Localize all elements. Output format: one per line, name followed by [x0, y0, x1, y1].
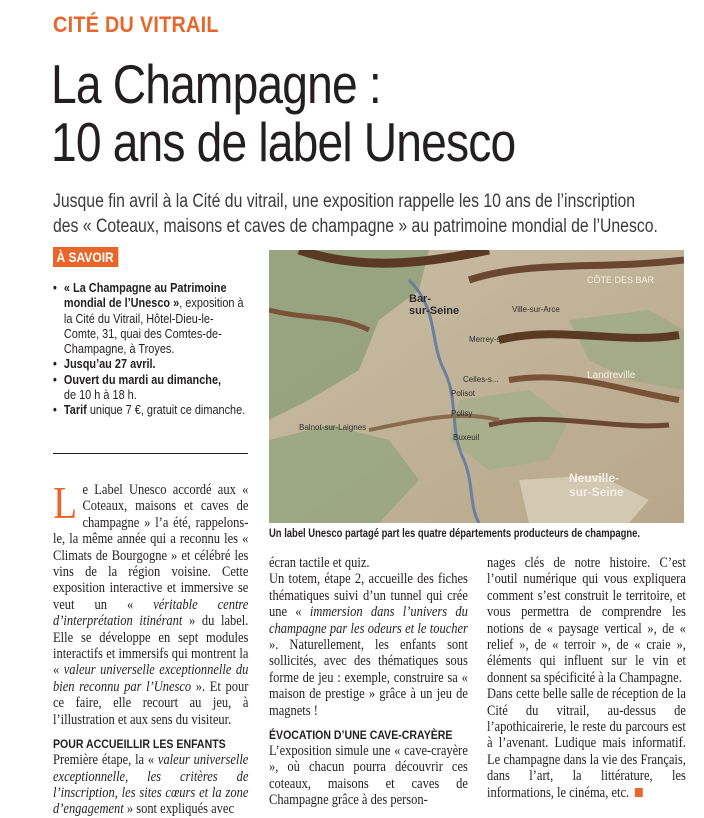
map-label-neuville-sur-seine: sur-Seine: [569, 485, 624, 499]
info-item-exhibition: [53, 280, 248, 356]
article-paragraph: écran tactile et quiz.: [269, 555, 370, 571]
info-item-exhibition-title: « La Champagne au Patrimoine mondial de l’Unesco »: [63, 280, 227, 311]
map-label-landreville: Landreville: [587, 370, 636, 381]
map-label-polisot: Polisot: [451, 389, 476, 398]
standfirst-line-2: des « Coteaux, maisons et caves de champagne » au patrimoine mondial de l’Unesco.: [53, 216, 658, 237]
info-item-exhibition-text: , exposition à la Cité du Vitrail, Hôtel-Dieu-le-Comte, 31, quai des Comtes-de-Champagne, à Troyes.: [63, 295, 244, 357]
article-paragraph: [487, 686, 686, 801]
relief-map-photo: [269, 250, 684, 523]
info-item-price-title: Tarif: [63, 402, 87, 418]
article-paragraph: [269, 571, 468, 719]
map-relief-layer: [499, 334, 679, 340]
article-quote: immersion dans l’univers du champagne par les odeurs et le toucher: [269, 604, 468, 637]
info-item-hours: [53, 372, 248, 403]
divider: [53, 453, 248, 454]
map-label-neuville: Neuville-: [569, 471, 620, 485]
article-column-1: [53, 478, 249, 818]
article-paragraph: [53, 752, 248, 818]
photo-caption: Un label Unesco partagé part les quatre départements producteurs de champagne.: [269, 528, 641, 540]
map-label-bar: Bar-: [409, 293, 432, 305]
relief-map-illustration: [269, 250, 684, 523]
headline: [51, 55, 597, 171]
article-paragraph: nages clés de notre histoire. C’est l’outil numérique qui vous expliquera comment s’est construit le territoire, et vous permettra de comprendre les notions de « paysage vertical », de « relief », de « terroir », de « craie », éléments qui influent sur le vin et donnent sa spécificité à la Champagne.: [487, 555, 686, 686]
article-column-2: [269, 555, 468, 809]
article-paragraph: L’exposition simule une « cave-crayère », où chacun pourra découvrir ces coteaux, maisons et caves de Champagne grâce à des person-: [269, 743, 468, 809]
article-quote: valeur universelle exceptionnelle du bien reconnu par l’Unesco: [53, 662, 249, 695]
subhead-children: POUR ACCUEILLIR LES ENFANTS: [53, 737, 226, 752]
article-text: Première étape, la «: [53, 752, 158, 769]
headline-line-1: La Champagne :: [51, 53, 381, 115]
article-text: Dans cette belle salle de réception de la Cité du vitrail, au-dessus de l’apothicairerie, le reste du parcours est à l’avenant. Ludique mais informatif. Le champagne dans la vie des Français, dans l’art, la littérature, les informations, le cinéma, etc.: [487, 686, 686, 801]
info-box: [53, 280, 248, 418]
article-quote: véritable centre d’interprétation itinérant: [53, 596, 249, 630]
map-label-polisy: Polisy: [451, 409, 473, 418]
map-label-buxeuil: Buxeuil: [453, 433, 480, 442]
info-item-dates-text: Jusqu’au 27 avril.: [63, 356, 156, 372]
map-label-bar-sur-seine: sur-Seine: [409, 305, 460, 317]
bullet-icon: •: [53, 356, 57, 372]
article-column-3: [487, 555, 686, 801]
end-mark-icon: [634, 788, 642, 797]
info-item-price-text: unique 7 €, gratuit ce dimanche.: [86, 402, 246, 418]
map-label-celles: Celles-s...: [463, 375, 499, 384]
article-text: ». Et pour ce faire, elle recourt au jeu, à l’illustration et aux sens du visiteur.: [53, 678, 249, 728]
info-item-price: [53, 402, 248, 417]
article-paragraph: [53, 478, 249, 728]
map-label-merrey: Merrey-s...: [469, 335, 508, 344]
map-label-balnot: Balnot-sur-Laignes: [299, 423, 367, 432]
info-item-hours-title: Ouvert du mardi au dimanche,: [63, 371, 222, 387]
headline-line-2: 10 ans de label Unesco: [51, 111, 516, 173]
bullet-icon: •: [53, 371, 57, 387]
standfirst: [53, 189, 684, 239]
standfirst-line-1: Jusque fin avril à la Cité du vitrail, une exposition rappelle les 10 ans de l’inscription: [53, 191, 636, 212]
dropcap: L: [53, 478, 78, 528]
article-text: e Label Unesco accordé aux « Coteaux, maisons et caves de champagne » l’a été, rappelons-le, la même année qui a reconnu les « Climats de Bourgogne » et célébré les vins de la région voisine. Cette exposition interactive et immersive se veut un «: [53, 482, 249, 613]
article-text: » sont expliqués avec: [123, 801, 234, 818]
info-box-tag: À SAVOIR: [53, 247, 118, 267]
info-item-hours-text: de 10 h à 18 h.: [63, 387, 137, 403]
subhead-cave: ÉVOCATION D’UNE CAVE-CRAYÈRE: [269, 728, 453, 743]
section-rubric: CITÉ DU VITRAIL: [53, 12, 219, 37]
info-item-dates: [53, 356, 248, 371]
bullet-icon: •: [53, 402, 57, 418]
article-text: Un totem, étape 2, accueille des fiches thématiques suivi d’un tunnel qui crée une «: [269, 571, 468, 621]
article-text: ». Naturellement, les enfants sont sollicités, avec des thématiques sous forme de jeu : exemple, construire sa « maison de prestige » grâce à un jeu de magnets !: [269, 637, 468, 719]
map-label-cote-des-bar: CÔTE DES BAR: [587, 275, 655, 285]
map-label-ville-sur-arce: Ville-sur-Arce: [512, 305, 560, 314]
article-text: » du label. Elle se développe en sept modules interactifs et immersifs qui montrent la «: [53, 613, 249, 679]
article-quote: valeur universelle exceptionnelle, les critères de l’inscription, les sites cœurs et la zone d’engagement: [53, 752, 249, 818]
bullet-icon: •: [53, 280, 57, 295]
